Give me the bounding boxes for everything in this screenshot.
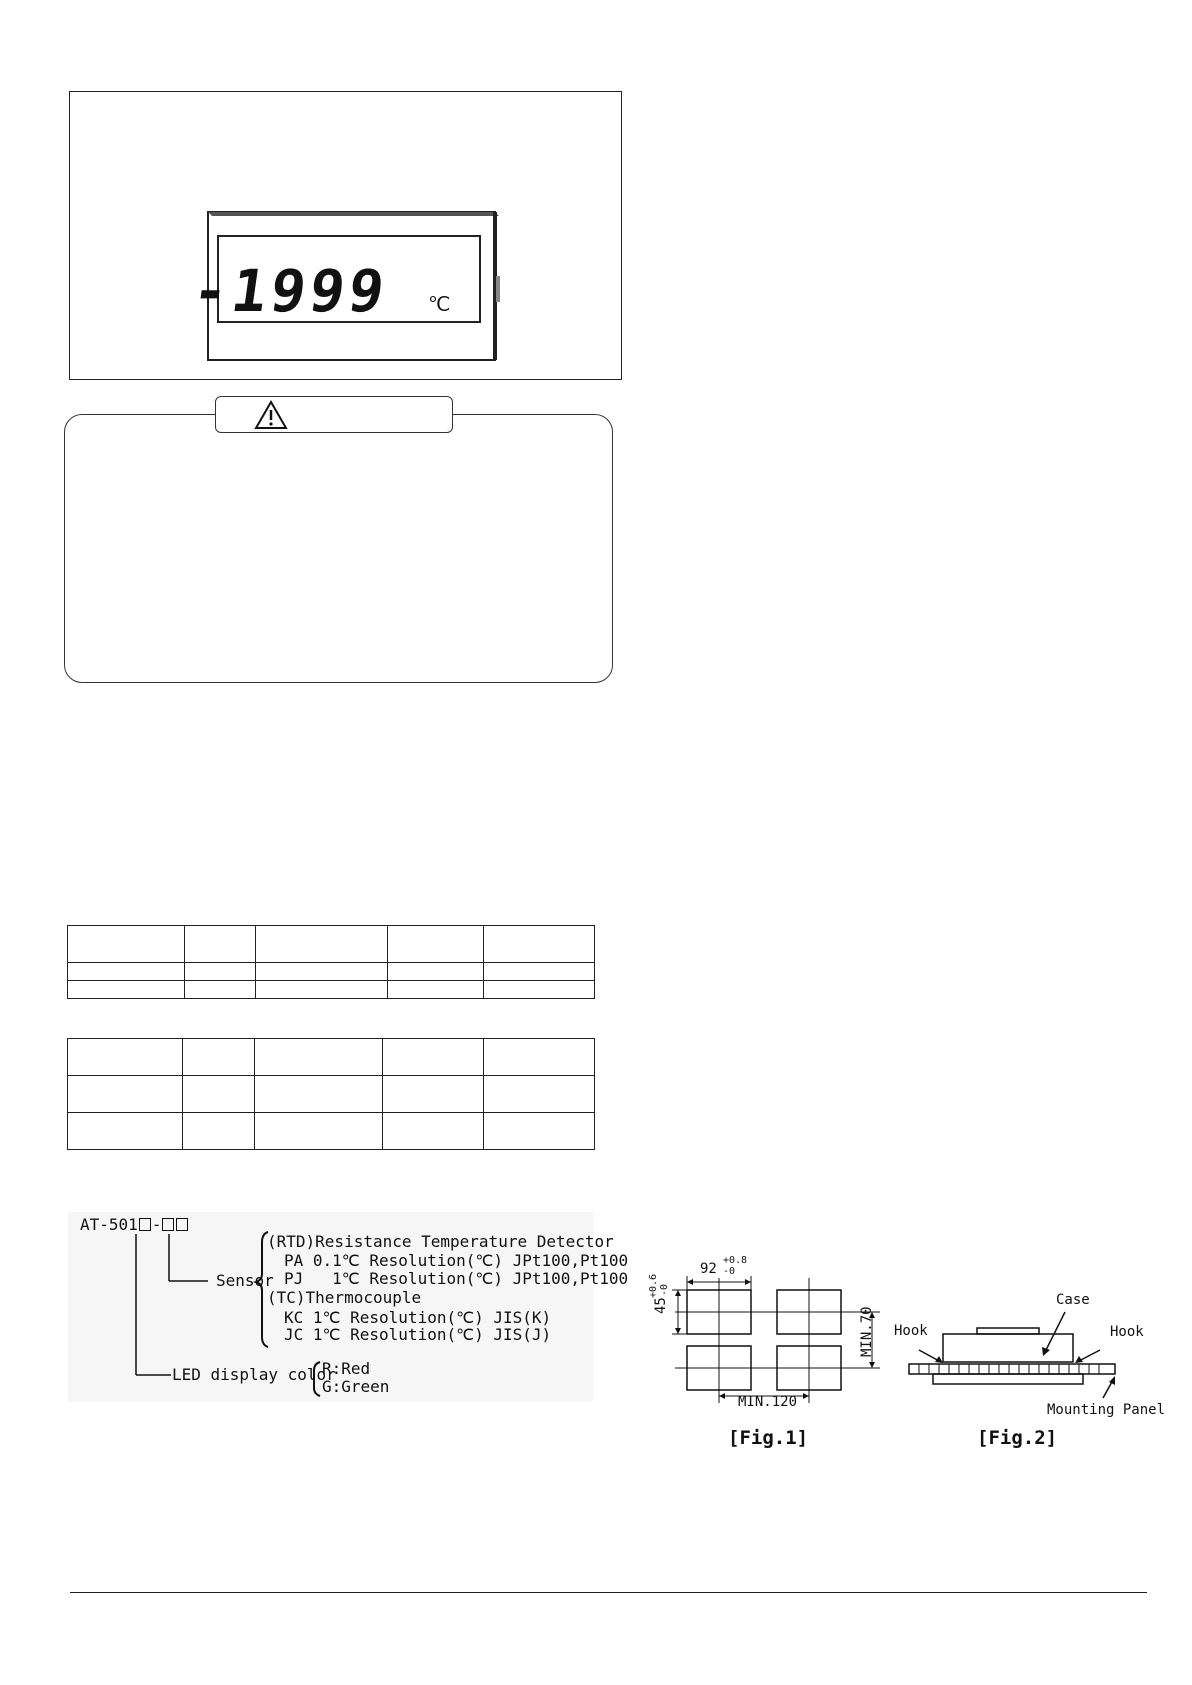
- option-box: [176, 1218, 188, 1231]
- spec-table-1: [67, 925, 595, 999]
- fig2-hook-left-label: Hook: [894, 1323, 928, 1339]
- option-box: [162, 1218, 174, 1231]
- fig1-height-tol-minus: -0: [659, 1283, 670, 1296]
- fig2-caption: [Fig.2]: [977, 1427, 1058, 1449]
- footer-divider: [70, 1592, 1147, 1593]
- spec-table-2: [67, 1038, 595, 1150]
- option-box: [139, 1218, 151, 1231]
- model-prefix: AT-501: [80, 1215, 138, 1234]
- fig1-min-vertical: MIN.70: [859, 1306, 875, 1357]
- fig1-caption: [Fig.1]: [728, 1427, 809, 1449]
- table-row: [68, 1039, 595, 1076]
- fig2-mounting-drawing: [895, 1290, 1155, 1410]
- table-row: [68, 963, 595, 981]
- table-row: [68, 926, 595, 963]
- rtd-header: (RTD)Resistance Temperature Detector: [267, 1232, 614, 1251]
- fig1-cutout-drawing: [650, 1238, 890, 1408]
- fig1-width-tol-minus: -0: [723, 1266, 736, 1277]
- led-option-red: R:Red: [322, 1359, 371, 1378]
- fig2-panel-label: Mounting Panel: [1047, 1402, 1166, 1418]
- model-code: [80, 1216, 189, 1234]
- fig1-width-dim: 92: [700, 1261, 717, 1277]
- fig1-min-horizontal: MIN.120: [738, 1394, 798, 1410]
- sensor-label: Sensor: [216, 1271, 274, 1290]
- lcd-unit-label: ℃: [428, 292, 451, 316]
- warning-icon: [254, 400, 288, 430]
- fig2-case-label: Case: [1056, 1292, 1090, 1308]
- led-color-label: LED display color: [172, 1365, 336, 1384]
- caution-box: [64, 414, 613, 683]
- sensor-option-pj: PJ 1℃ Resolution(℃) JPt100,Pt100: [284, 1269, 629, 1288]
- fig1-height-tol-plus: +0.6: [648, 1273, 659, 1298]
- tc-header: (TC)Thermocouple: [267, 1288, 422, 1307]
- table-row: [68, 981, 595, 999]
- fig1-height-dim: 45: [653, 1297, 669, 1314]
- code-separator: -: [151, 1215, 162, 1234]
- sensor-option-pa: PA 0.1℃ Resolution(℃) JPt100,Pt100: [284, 1251, 629, 1270]
- led-option-green: G:Green: [322, 1377, 390, 1396]
- lcd-display-value: -1999: [188, 257, 393, 325]
- table-row: [68, 1113, 595, 1150]
- fig2-hook-right-label: Hook: [1110, 1324, 1144, 1340]
- table-row: [68, 1076, 595, 1113]
- ordering-code-diagram: [68, 1212, 629, 1402]
- caution-header: [215, 396, 453, 433]
- fig1-width-tol-plus: +0.8: [723, 1255, 748, 1266]
- sensor-option-jc: JC 1℃ Resolution(℃) JIS(J): [284, 1325, 552, 1344]
- sensor-option-kc: KC 1℃ Resolution(℃) JIS(K): [284, 1308, 552, 1327]
